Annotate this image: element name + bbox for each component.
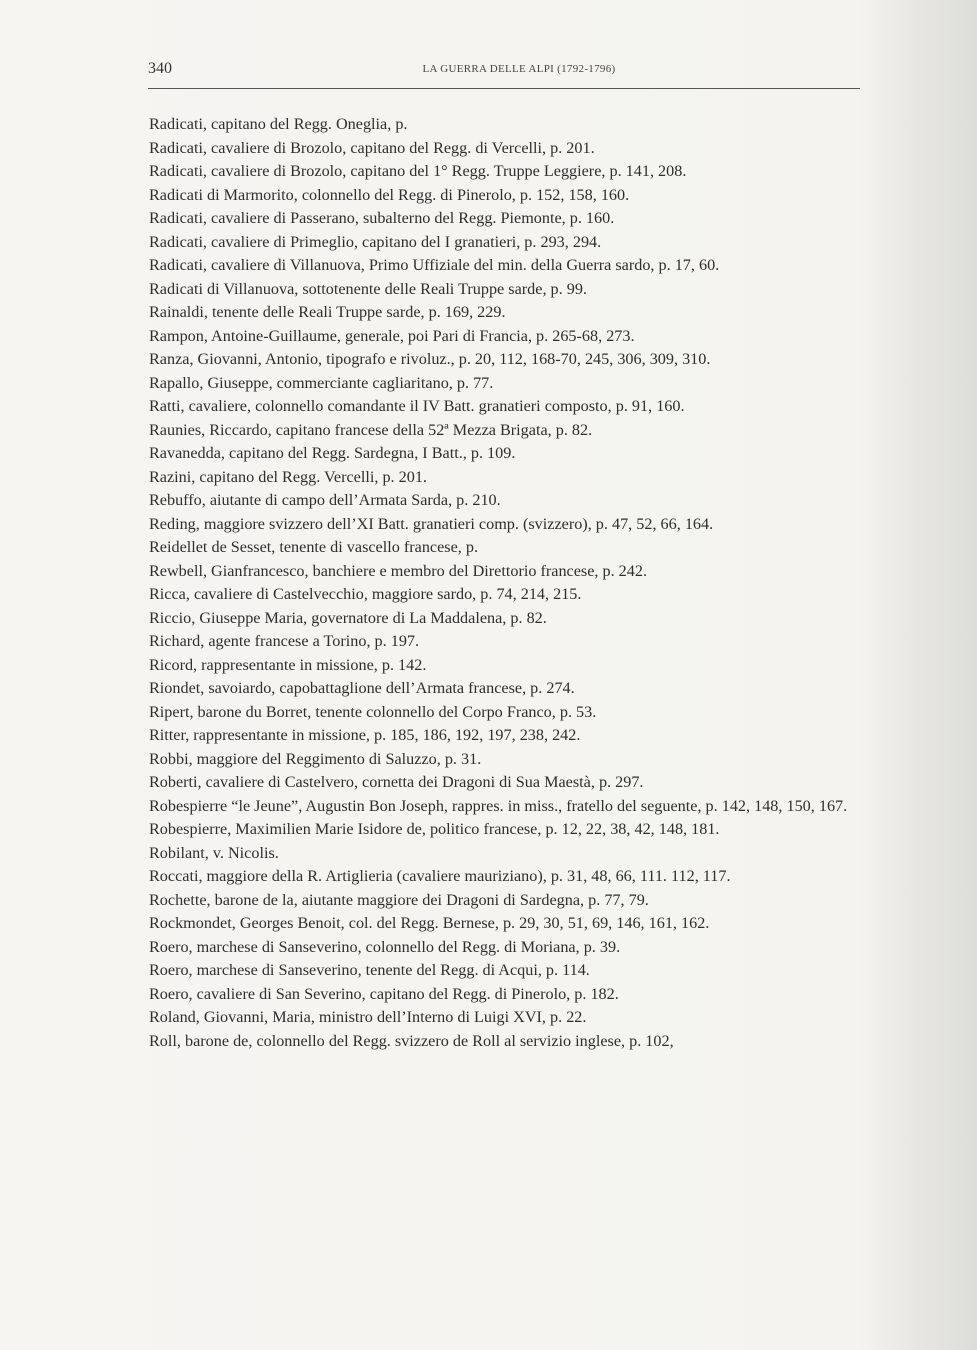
page-number: 340 [148,60,172,77]
index-entry: Roland, Giovanni, Maria, ministro dell’Interno di Luigi XVI, p. 22. [149,1008,587,1026]
index-entry: Rockmondet, Georges Benoit, col. del Regg. Bernese, p. 29, 30, 51, 69, 146, 161, 162. [149,914,710,932]
index-entry: Radicati di Villanuova, sottotenente delle Reali Truppe sarde, p. 99. [149,279,587,298]
index-entry: Roberti, cavaliere di Castelvero, cornetta dei Dragoni di Sua Maestà, p. 297. [149,773,644,791]
index-entry: Roero, marchese di Sanseverino, colonnello del Regg. di Moriana, p. 39. [149,937,621,956]
index-entry: Ratti, cavaliere, colonnello comandante il IV Batt. granatieri composto, p. 91, 160. [149,397,685,415]
index-entry: Reding, maggiore svizzero dell’XI Batt. granatieri comp. (svizzero), p. 47, 52, 66, 164. [149,514,714,533]
index-entry: Radicati, cavaliere di Passerano, subalterno del Regg. Piemonte, p. 160. [149,209,615,227]
index-entry: Rainaldi, tenente delle Reali Truppe sarde, p. 169, 229. [149,303,506,321]
index-entry: Roero, cavaliere di San Severino, capitano del Regg. di Pinerolo, p. 182. [149,984,619,1003]
index-entry: Reidellet de Sesset, tenente di vascello francese, p. [149,538,479,556]
index-entry: Raunies, Riccardo, capitano francese della 52ª Mezza Brigata, p. 82. [149,420,593,439]
index-entry: Radicati di Marmorito, colonnello del Regg. di Pinerolo, p. 152, 158, 160. [149,185,630,204]
index-entry: Radicati, capitano del Regg. Oneglia, p. [149,115,408,133]
index-entry: Ritter, rappresentante in missione, p. 185, 186, 192, 197, 238, 242. [149,726,581,744]
index-entry: Rochette, barone de la, aiutante maggiore dei Dragoni di Sardegna, p. 77, 79. [149,890,649,909]
index-entry: Razini, capitano del Regg. Vercelli, p. 201. [149,467,427,486]
index-entry: Riondet, savoiardo, capobattaglione dell’Armata francese, p. 274. [149,679,575,697]
index-entry: Radicati, cavaliere di Brozolo, capitano del 1° Regg. Truppe Leggiere, p. 141, 208. [149,162,687,180]
index-entry: Rapallo, Giuseppe, commerciante cagliaritano, p. 77. [149,373,494,392]
index-entry: Robbi, maggiore del Reggimento di Saluzzo, p. 31. [149,749,482,768]
index-entry: Ranza, Giovanni, Antonio, tipografo e rivoluz., p. 20, 112, 168-70, 245, 306, 309, 310. [149,350,711,368]
index-entry: Robespierre “le Jeune”, Augustin Bon Joseph, rappres. in miss., fratello del seguente, p. 142, 148, 150, 167. [149,796,848,815]
index-entry: Rewbell, Gianfrancesco, banchiere e membro del Direttorio francese, p. 242. [149,561,648,580]
index-entry: Roll, barone de, colonnello del Regg. svizzero de Roll al servizio inglese, p. 102, [149,1031,674,1050]
index-entry: Ravanedda, capitano del Regg. Sardegna, I Batt., p. 109. [149,444,516,462]
index-entry: Richard, agente francese a Torino, p. 197. [149,632,420,650]
index-entry: Roccati, maggiore della R. Artiglieria (cavaliere mauriziano), p. 31, 48, 66, 111. 112, 117. [149,867,731,885]
index-entry: Ricord, rappresentante in missione, p. 142. [149,655,427,674]
index-entry: Radicati, cavaliere di Brozolo, capitano del Regg. di Vercelli, p. 201. [149,138,595,157]
index-entry: Riccio, Giuseppe Maria, governatore di La Maddalena, p. 82. [149,608,547,627]
index-entry: Rampon, Antoine-Guillaume, generale, poi Pari di Francia, p. 265-68, 273. [149,326,635,345]
header-rule [148,88,860,89]
index-entry: Roero, marchese di Sanseverino, tenente del Regg. di Acqui, p. 114. [149,961,590,979]
index-entry: Radicati, cavaliere di Primeglio, capitano del I granatieri, p. 293, 294. [149,232,602,251]
index-entry: Ripert, barone du Borret, tenente colonnello del Corpo Franco, p. 53. [149,702,597,721]
index-entry: Ricca, cavaliere di Castelvecchio, maggiore sardo, p. 74, 214, 215. [149,585,582,603]
index-entry: Rebuffo, aiutante di campo dell’Armata Sarda, p. 210. [149,491,501,509]
page-header [148,60,860,84]
index-entries [149,113,861,1053]
index-entry: Robespierre, Maximilien Marie Isidore de, politico francese, p. 12, 22, 38, 42, 148, 181. [149,820,720,838]
index-entry: Robilant, v. Nicolis. [149,843,279,862]
running-title: LA GUERRA DELLE ALPI (1792-1796) [422,63,616,75]
index-entry: Radicati, cavaliere di Villanuova, Primo Uffiziale del min. della Guerra sardo, p. 17, 60. [149,256,720,274]
